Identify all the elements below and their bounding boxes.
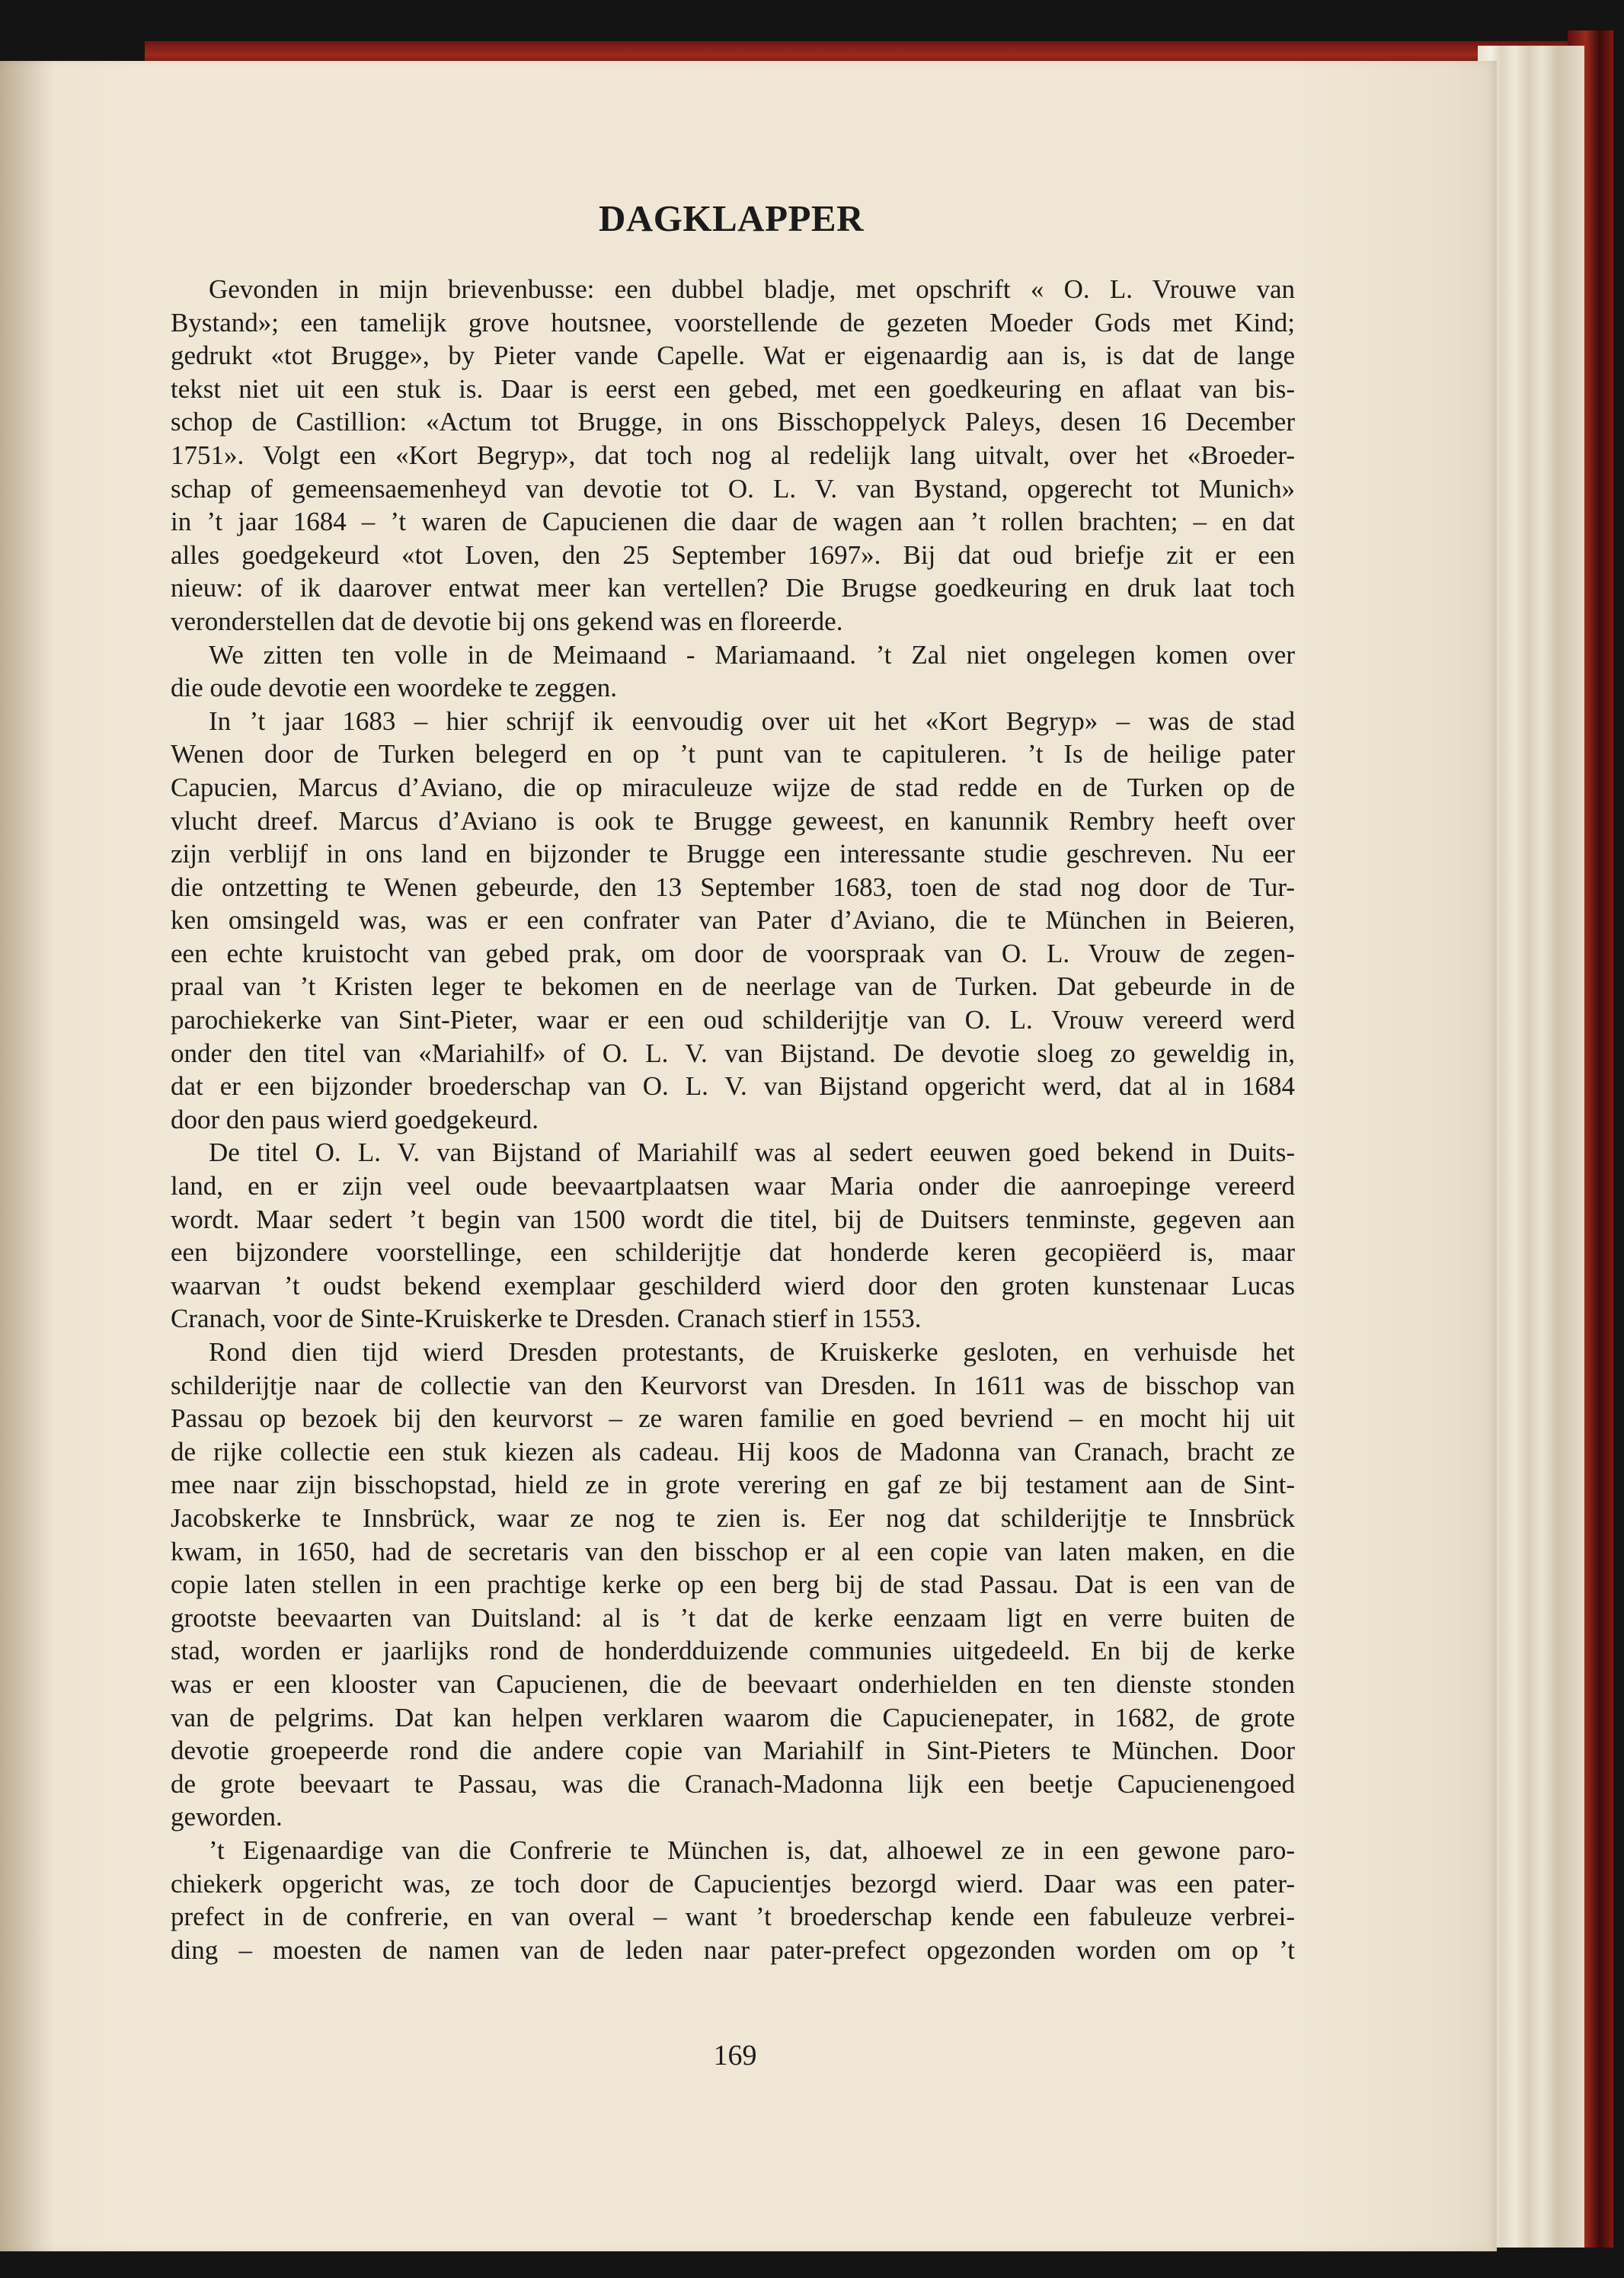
text-line: zijn verblijf in ons land en bijzonder te Brugge een interessante studie geschreven. Nu eer: [171, 839, 1295, 869]
page-title: DAGKLAPPER: [599, 197, 864, 239]
text-line: gedrukt «tot Brugge», by Pieter vande Capelle. Wat er eigenaardig aan is, is dat de lange: [171, 341, 1295, 371]
text-line: schop de Castillion: «Actum tot Brugge, in ons Bisschoppelyck Paleys, desen 16 December: [171, 407, 1295, 437]
text-line: In ’t jaar 1683 – hier schrijf ik eenvoudig over uit het «Kort Begryp» – was de stad: [209, 705, 1295, 736]
text-line: praal van ’t Kristen leger te bekomen en de neerlage van de Turken. Dat gebeurde in de: [171, 971, 1295, 1002]
text-line: Cranach, voor de Sinte-Kruiskerke te Dresden. Cranach stierf in 1553.: [171, 1304, 922, 1334]
text-line: was er een klooster van Capucienen, die de beevaart onderhielden en ten dienste stonden: [171, 1669, 1295, 1699]
text-line: Gevonden in mijn brievenbusse: een dubbel bladje, met opschrift « O. L. Vrouwe van: [209, 274, 1295, 304]
text-line: door den paus wierd goedgekeurd.: [171, 1104, 539, 1134]
text-line: waarvan ’t oudst bekend exemplaar geschilderd wierd door den groten kunstenaar Lucas: [171, 1270, 1295, 1301]
text-line: een bijzondere voorstellinge, een schilderijtje dat honderde keren gecopiëerd is, maar: [171, 1237, 1295, 1268]
text-line: tekst niet uit een stuk is. Daar is eerst een gebed, met een goedkeuring en aflaat van bis-: [171, 373, 1295, 404]
text-line: ken omsingeld was, was er een confrater van Pater d’Aviano, die te München in Beieren,: [171, 905, 1295, 936]
text-line: Capucien, Marcus d’Aviano, die op miraculeuze wijze de stad redde en de Turken op de: [171, 772, 1295, 802]
text-line: grootste beevaarten van Duitsland: al is ’t dat de kerke eenzaam ligt en verre buiten de: [171, 1602, 1295, 1633]
page-number: 169: [713, 2040, 757, 2072]
text-line: We zitten ten volle in de Meimaand - Mariamaand. ’t Zal niet ongelegen komen over: [209, 639, 1295, 670]
text-line: Jacobskerke te Innsbrück, waar ze nog te zien is. Eer nog dat schilderijtje te Innsbrück: [171, 1502, 1295, 1533]
gutter-shadow: [0, 61, 53, 2251]
text-line: parochiekerke van Sint-Pieter, waar er een oud schilderijtje van O. L. Vrouw vereerd werd: [171, 1005, 1295, 1035]
text-line: Rond dien tijd wierd Dresden protestants, de Kruiskerke gesloten, en verhuisde het: [209, 1337, 1295, 1367]
text-line: schilderijtje naar de collectie van den Keurvorst van Dresden. In 1611 was de bisschop van: [171, 1370, 1295, 1400]
text-line: de rijke collectie een stuk kiezen als cadeau. Hij koos de Madonna van Cranach, bracht ze: [171, 1436, 1295, 1467]
text-line: nieuw: of ik daarover entwat meer kan vertellen? Die Brugse goedkeuring en druk laat toch: [171, 573, 1295, 603]
text-line: van de pelgrims. Dat kan helpen verklaren waarom die Capucienepater, in 1682, de grote: [171, 1702, 1295, 1732]
text-line: ding – moesten de namen van de leden naar pater-prefect opgezonden worden om op ’t: [171, 1934, 1295, 1965]
text-line: prefect in de confrerie, en van overal – want ’t broederschap kende een fabuleuze verbrei-: [171, 1902, 1295, 1932]
text-line: vlucht dreef. Marcus d’Aviano is ook te Brugge geweest, en kanunnik Rembry heeft over: [171, 805, 1295, 836]
text-line: mee naar zijn bisschopstad, hield ze in grote verering en gaf ze bij testament aan de Sint-: [171, 1470, 1295, 1500]
text-line: de grote beevaart te Passau, was die Cranach-Madonna lijk een beetje Capucienengoed: [171, 1768, 1295, 1799]
text-line: kwam, in 1650, had de secretaris van den bisschop er al een copie van laten maken, en die: [171, 1536, 1295, 1566]
text-line: land, en er zijn veel oude beevaartplaatsen waar Maria onder die aanroepinge vereerd: [171, 1171, 1295, 1201]
text-line: Wenen door de Turken belegerd en op ’t punt van te capituleren. ’t Is de heilige pater: [171, 739, 1295, 769]
text-line: Bystand»; een tamelijk grove houtsnee, voorstellende de gezeten Moeder Gods met Kind;: [171, 307, 1295, 338]
text-line: die ontzetting te Wenen gebeurde, den 13 September 1683, toen de stad nog door de Tur-: [171, 872, 1295, 902]
text-line: schap of gemeensaemenheyd van devotie tot O. L. V. van Bystand, opgerecht tot Munich»: [171, 473, 1295, 504]
text-line: dat er een bijzonder broederschap van O. L. V. van Bijstand opgericht werd, dat al in 1684: [171, 1071, 1295, 1102]
text-line: devotie groepeerde rond die andere copie van Mariahilf in Sint-Pieters te München. Door: [171, 1736, 1295, 1766]
text-line: ’t Eigenaardige van die Confrerie te München is, dat, alhoewel ze in een gewone paro-: [209, 1835, 1295, 1865]
text-line: een echte kruistocht van gebed prak, om door de voorspraak van O. L. Vrouw de zegen-: [171, 938, 1295, 968]
text-line: De titel O. L. V. van Bijstand of Mariahilf was al sedert eeuwen goed bekend in Duits-: [209, 1137, 1295, 1168]
text-line: onder den titel van «Mariahilf» of O. L. V. van Bijstand. De devotie sloeg zo geweldig in,: [171, 1038, 1295, 1068]
body-text: [171, 273, 1295, 1966]
text-line: wordt. Maar sedert ’t begin van 1500 wordt die titel, bij de Duitsers tenminste, gegeven aan: [171, 1204, 1295, 1234]
text-line: chiekerk opgericht was, ze toch door de Capucientjes bezorgd wierd. Daar was een pater-: [171, 1868, 1295, 1899]
text-line: geworden.: [171, 1802, 283, 1832]
text-line: alles goedgekeurd «tot Loven, den 25 September 1697». Bij dat oud briefje zit er een: [171, 539, 1295, 570]
text-line: Passau op bezoek bij den keurvorst – ze waren familie en goed bevriend – en mocht hij uit: [171, 1403, 1295, 1434]
text-line: veronderstellen dat de devotie bij ons gekend was en floreerde.: [171, 606, 843, 636]
text-line: copie laten stellen in een prachtige kerke op een berg bij de stad Passau. Dat is een van de: [171, 1569, 1295, 1600]
text-line: 1751». Volgt een «Kort Begryp», dat toch nog al redelijk lang uitvalt, over het «Broeder-: [171, 440, 1295, 470]
text-line: die oude devotie een woordeke te zeggen.: [171, 673, 617, 703]
text-line: in ’t jaar 1684 – ’t waren de Capucienen die daar de wagen aan ’t rollen brachten; – en dat: [171, 507, 1295, 537]
text-line: stad, worden er jaarlijks rond de honderdduizende communies uitgedeeld. En bij de kerke: [171, 1636, 1295, 1666]
